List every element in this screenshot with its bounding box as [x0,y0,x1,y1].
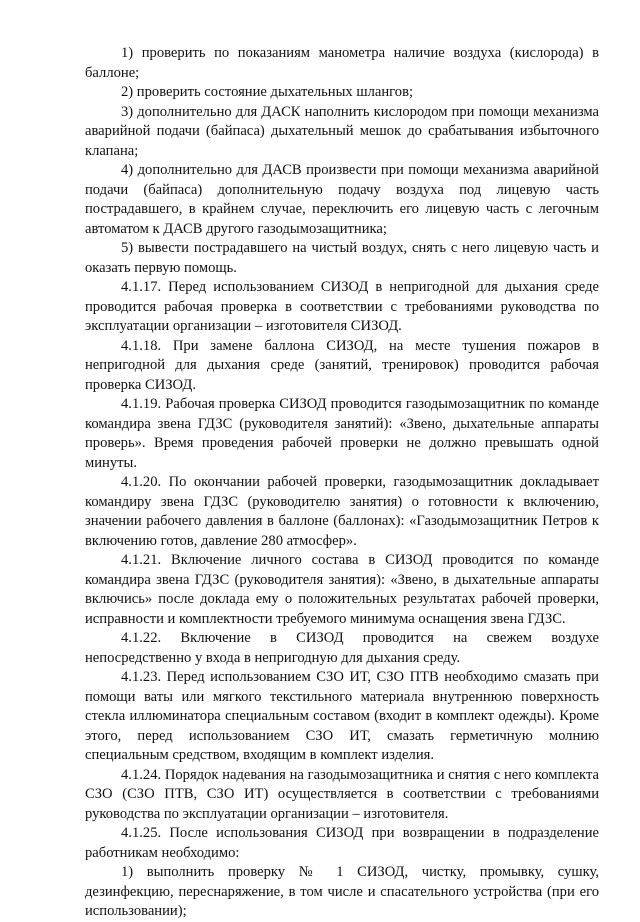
paragraph-4-1-22: 4.1.22. Включение в СИЗОД проводится на свежем воздухе непосредственно у входа в непригодную для дыхания среду. [85,630,599,666]
paragraph-4-1-17: 4.1.17. Перед использованием СИЗОД в непригодной для дыхания среде проводится рабочая проверка в соответствии с требованиями руководства по эксплуатации организации – изготовителя СИЗОД. [85,279,599,334]
paragraph-4-1-19: 4.1.19. Рабочая проверка СИЗОД проводится газодымозащитник по команде командира звена ГДЗС (руководителя занятий): «Звено, дыхательные аппараты проверь». Время проведения рабочей проверки не должно превышать одной минуты. [85,396,599,471]
paragraph-item-1: 1) проверить по показаниям манометра наличие воздуха (кислорода) в баллоне; [85,45,599,81]
paragraph-4-1-25: 4.1.25. После использования СИЗОД при возвращении в подразделение работникам необходимо: [85,825,599,861]
paragraph-4-1-23: 4.1.23. Перед использованием СЗО ИТ, СЗО ПТВ необходимо смазать при помощи ваты или мягкого текстильного материала внутреннюю поверхность стекла иллюминатора специальным составом (входит в комплект одежды). Кроме этого, перед использованием СЗО ИТ, смазать герметичную молнию специальным средством, входящим в комплект изделия. [85,669,599,763]
paragraph-4-1-18: 4.1.18. При замене баллона СИЗОД, на месте тушения пожаров в непригодной для дыхания среде (занятий, тренировок) проводится рабочая проверка СИЗОД. [85,337,599,393]
paragraph-item-2: 2) проверить состояние дыхательных шлангов; [121,84,414,100]
paragraph-4-1-20: 4.1.20. По окончании рабочей проверки, газодымозащитник докладывает командиру звена ГДЗС (руководителю занятия) о готовности к включению, значении рабочего давления в баллоне (баллонах): «Газодымозащитник Петров к включению готов, давление 280 атмосфер». [85,474,599,549]
paragraph-sub-item-1: 1) выполнить проверку № 1 СИЗОД, чистку, промывку, сушку, дезинфекцию, переснаряжение, в том числе и спасательного устройства (при его использовании); [85,864,599,919]
document-page [85,44,599,922]
paragraph-item-3: 3) дополнительно для ДАСК наполнить кислородом при помощи механизма аварийной подачи (байпаса) дыхательный мешок до срабатывания избыточного клапана; [85,103,599,159]
paragraph-item-5: 5) вывести пострадавшего на чистый воздух, снять с него лицевую часть и оказать первую помощь. [85,240,599,276]
paragraph-4-1-21: 4.1.21. Включение личного состава в СИЗОД проводится по команде командира звена ГДЗС (руководителя занятия): «Звено, в дыхательные аппараты включись» после доклада ему о положительных результатах рабочей проверки, исправности и комплектности требуемого минимума оснащения звена ГДЗС. [85,552,599,627]
paragraph-4-1-24: 4.1.24. Порядок надевания на газодымозащитника и снятия с него комплекта СЗО (СЗО ПТВ, СЗО ИТ) осуществляется в соответствии с требованиями руководства по эксплуатации организации – изготовителя. [85,766,599,822]
paragraph-item-4: 4) дополнительно для ДАСВ произвести при помощи механизма аварийной подачи (байпаса) дополнительную подачу воздуха под лицевую часть пострадавшего, в крайнем случае, переключить его лицевую часть с легочным автоматом к ДАСВ другого газодымозащитника; [85,162,599,237]
